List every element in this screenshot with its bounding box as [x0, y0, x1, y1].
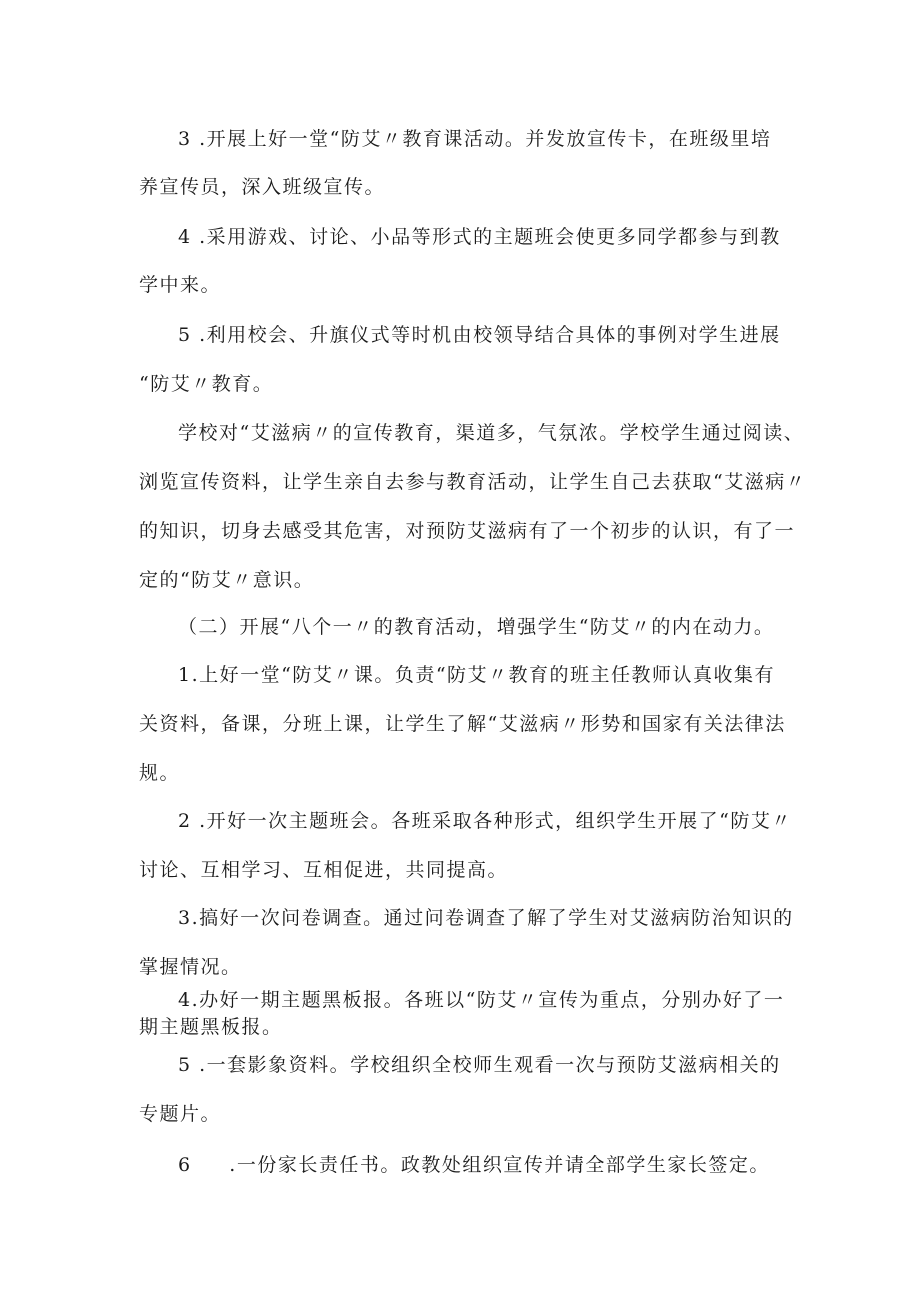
text-line: 浏览宣传资料，让学生亲自去参与教育活动，让学生自己去获取“艾滋病〃 [139, 471, 807, 493]
text-line: “防艾〃教育。 [139, 373, 274, 395]
section-heading-text: （二）开展“八个一〃的教育活动，增强学生“防艾〃的内在动力。 [178, 616, 775, 638]
text-line: 2 .开好一次主题班会。各班采取各种形式，组织学生开展了“防艾〃 [178, 810, 792, 832]
text-line: 6 .一份家长责任书。政教处组织宣传并请全部学生家长签定。 [178, 1154, 770, 1176]
text-line: 5 .利用校会、升旗仪式等时机由校领导结合具体的事例对学生进展 [178, 324, 781, 346]
text-line: 4 .采用游戏、讨论、小品等形式的主题班会使更多同学都参与到教 [178, 226, 781, 248]
text-line: 1.上好一堂“防艾〃课。负责“防艾〃教育的班主任教师认真收集有 [178, 664, 776, 686]
text-line: 掌握情况。 [139, 956, 242, 978]
text-line: 定的“防艾〃意识。 [139, 569, 315, 591]
text-line: 养宣传员，深入班级宣传。 [139, 176, 386, 198]
text-line: 4.办好一期主题黑板报。各班以“防艾〃宣传为重点，分别办好了一 [178, 989, 785, 1011]
text-line: 期主题黑板报。 [139, 1016, 283, 1038]
text-line: 讨论、互相学习、互相促进，共同提高。 [139, 859, 509, 881]
text-line: 关资料，备课，分班上课，让学生了解“艾滋病〃形势和国家有关法律法 [139, 713, 786, 735]
text-line: 的知识，切身去感受其危害，对预防艾滋病有了一个初步的认识，有了一 [139, 520, 796, 542]
text-line: 规。 [139, 762, 181, 784]
text-line: 5 .一套影象资料。学校组织全校师生观看一次与预防艾滋病相关的 [178, 1054, 781, 1076]
text-line: 学校对“艾滋病〃的宣传教育，渠道多，气氛浓。学校学生通过阅读、 [178, 422, 805, 444]
text-line: 3 .开展上好一堂“防艾〃教育课活动。并发放宣传卡，在班级里培 [178, 128, 772, 150]
text-line: 学中来。 [139, 274, 222, 296]
text-line: 3.搞好一次问卷调查。通过问卷调查了解了学生对艾滋病防治知识的 [178, 907, 794, 929]
text-line: 专题片。 [139, 1103, 222, 1125]
